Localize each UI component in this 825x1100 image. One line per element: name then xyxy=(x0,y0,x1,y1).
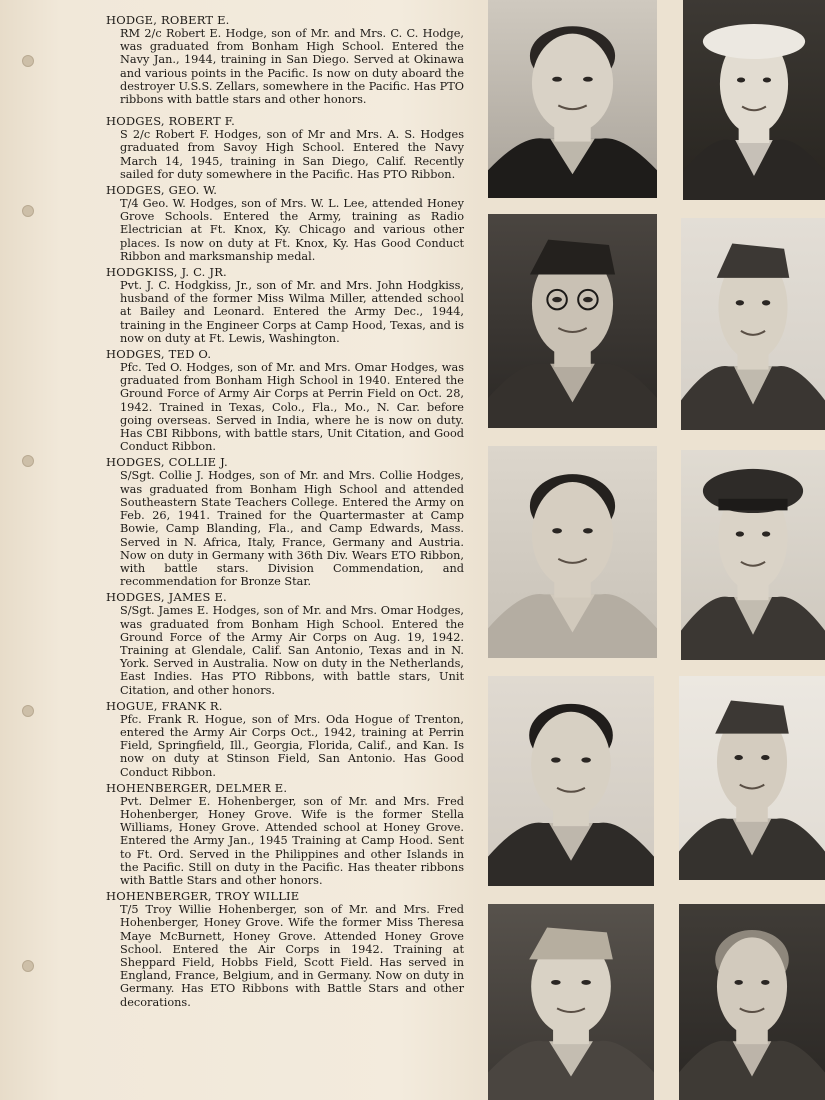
entry-hodges-ted-o xyxy=(106,348,464,453)
entry-name: HODGES, TED O. xyxy=(106,347,212,362)
portrait-photo xyxy=(679,676,825,880)
entry-name: HOHENBERGER, TROY WILLIE xyxy=(106,889,300,904)
entry-body: Pfc. Frank R. Hogue, son of Mrs. Oda Hogue of Trenton, entered the Army Air Corps Oct., 1942, training at Perrin Field, Springfield, Ill., Georgia, Florida, Calif., and Kan. Is now on duty at Stinson Field, San Antonio. Has Good Conduct Ribbon. xyxy=(120,712,464,779)
binder-hole xyxy=(22,205,34,217)
entry-hodges-geo-w xyxy=(106,184,464,263)
portrait-photo xyxy=(681,450,825,660)
entry-body: RM 2/c Robert E. Hodge, son of Mr. and Mrs. C. C. Hodge, was graduated from Bonham High School. Entered the Navy Jan., 1944, training in San Diego. Served at Okinawa and various points in the Pacific. Is now on duty aboard the destroyer U.S.S. Zellars, somewhere in the Pacific. Has PTO ribbons with battle stars and other honors. xyxy=(120,27,464,107)
entry-hodges-robert-f xyxy=(106,115,464,181)
entry-body: T/5 Troy Willie Hohenberger, son of Mr. and Mrs. Fred Hohenberger, Honey Grove. Wife the former Miss Theresa Maye McBurnett, Honey Grove. Attended Honey Grove School. Entered the Air Corps in 1942. Training at Sheppard Field, Hobbs Field, Scott Field. Has served in England, France, Belgium, and in Germany. Now on duty in Germany. Has ETO Ribbons with Battle Stars and other decorations. xyxy=(120,903,464,1009)
entry-body: Pvt. J. C. Hodgkiss, Jr., son of Mr. and Mrs. John Hodgkiss, husband of the former Miss Wilma Miller, attended school at Bailey and Leonard. Entered the Army Dec., 1944, training in the Engineer Corps at Camp Hood, Texas, and is now on duty at Ft. Lewis, Washington. xyxy=(120,279,464,345)
binder-hole xyxy=(22,705,34,717)
entry-body: S/Sgt. Collie J. Hodges, son of Mr. and Mrs. Collie Hodges, was graduated from Bonham High School and attended Southeastern State Teachers College. Entered the Army on Feb. 26, 1941. Trained for the Quartermaster at Camp Bowie, Camp Blanding, Fla., and Camp Edwards, Mass. Served in N. Africa, Italy, France, Germany and Austria. Now on duty in Germany with 36th Div. Wears ETO Ribbon, with battle stars. Division Commendation, and recommendation for Bronze Star. xyxy=(120,469,464,589)
portrait-photo xyxy=(488,676,654,886)
entry-name: HODGKISS, J. C. JR. xyxy=(106,265,227,280)
binder-hole xyxy=(22,55,34,67)
entry-hodge-robert-e xyxy=(106,14,464,106)
portrait-photo xyxy=(681,218,825,430)
binder-hole xyxy=(22,455,34,467)
entry-name: HODGES, JAMES E. xyxy=(106,590,227,605)
entry-hohenberger-delmer-e xyxy=(106,782,464,887)
entry-name: HODGES, GEO. W. xyxy=(106,183,218,198)
entry-body: S/Sgt. James E. Hodges, son of Mr. and Mrs. Omar Hodges, was graduated from Bonham High School. Entered the Ground Force of the Army Air Corps on Aug. 19, 1942. Training at Glendale, Calif. San Antonio, Texas and in N. York. Served in Australia. Now on duty in the Netherlands, East Indies. Has PTO Ribbons, with battle stars, Unit Citation, and other honors. xyxy=(120,604,464,697)
entry-name: HODGES, COLLIE J. xyxy=(106,455,228,470)
entry-body: Pfc. Ted O. Hodges, son of Mr. and Mrs. Omar Hodges, was graduated from Bonham High School in 1940. Entered the Ground Force of Army Air Corps at Perrin Field on Oct. 28, 1942. Trained in Texas, Colo., Fla., Mo., N. Car. before going overseas. Served in India, where he is now on duty. Has CBI Ribbons, with battle stars, Unit Citation, and Good Conduct Ribbon. xyxy=(120,361,464,454)
entry-name: HODGE, ROBERT E. xyxy=(106,13,230,27)
entry-hogue-frank-r xyxy=(106,700,464,779)
portrait-photo xyxy=(488,446,657,658)
entry-hodgkiss-j-c-jr xyxy=(106,266,464,345)
entry-body: S 2/c Robert F. Hodges, son of Mr and Mrs. A. S. Hodges graduated from Savoy High School. Entered the Navy March 14, 1945, training in San Diego, Calif. Recently sailed for duty somewhere in the Pacific. Has PTO Ribbon. xyxy=(120,128,464,181)
entry-hodges-collie-j xyxy=(106,456,464,588)
binder-hole xyxy=(22,960,34,972)
biography-column xyxy=(106,14,464,1012)
portrait-photo xyxy=(488,0,657,198)
portrait-photo xyxy=(488,904,654,1100)
portrait-photo xyxy=(679,904,825,1100)
entry-name: HOHENBERGER, DELMER E. xyxy=(106,780,288,795)
entry-body: Pvt. Delmer E. Hohenberger, son of Mr. and Mrs. Fred Hohenberger, Honey Grove. Wife is the former Stella Williams, Honey Grove. Attended school at Honey Grove. Entered the Army Jan., 1945 Training at Camp Hood. Sent to Ft. Ord. Served in the Philippines and other Islands in the Pacific. Still on duty in the Pacific. Has theater ribbons with Battle Stars and other honors. xyxy=(120,794,464,887)
entry-name: HODGES, ROBERT F. xyxy=(106,114,235,129)
entry-name: HOGUE, FRANK R. xyxy=(106,698,223,713)
entry-hohenberger-troy-willie xyxy=(106,890,464,1009)
portrait-photo xyxy=(683,0,825,200)
portrait-photo xyxy=(488,214,657,428)
entry-hodges-james-e xyxy=(106,591,464,696)
entry-body: T/4 Geo. W. Hodges, son of Mrs. W. L. Lee, attended Honey Grove Schools. Entered the Army, training as Radio Electrician at Ft. Knox, Ky. Chicago and various other places. Is now on duty at Ft. Knox, Ky. Has Good Conduct Ribbon and marksmanship medal. xyxy=(120,197,464,263)
